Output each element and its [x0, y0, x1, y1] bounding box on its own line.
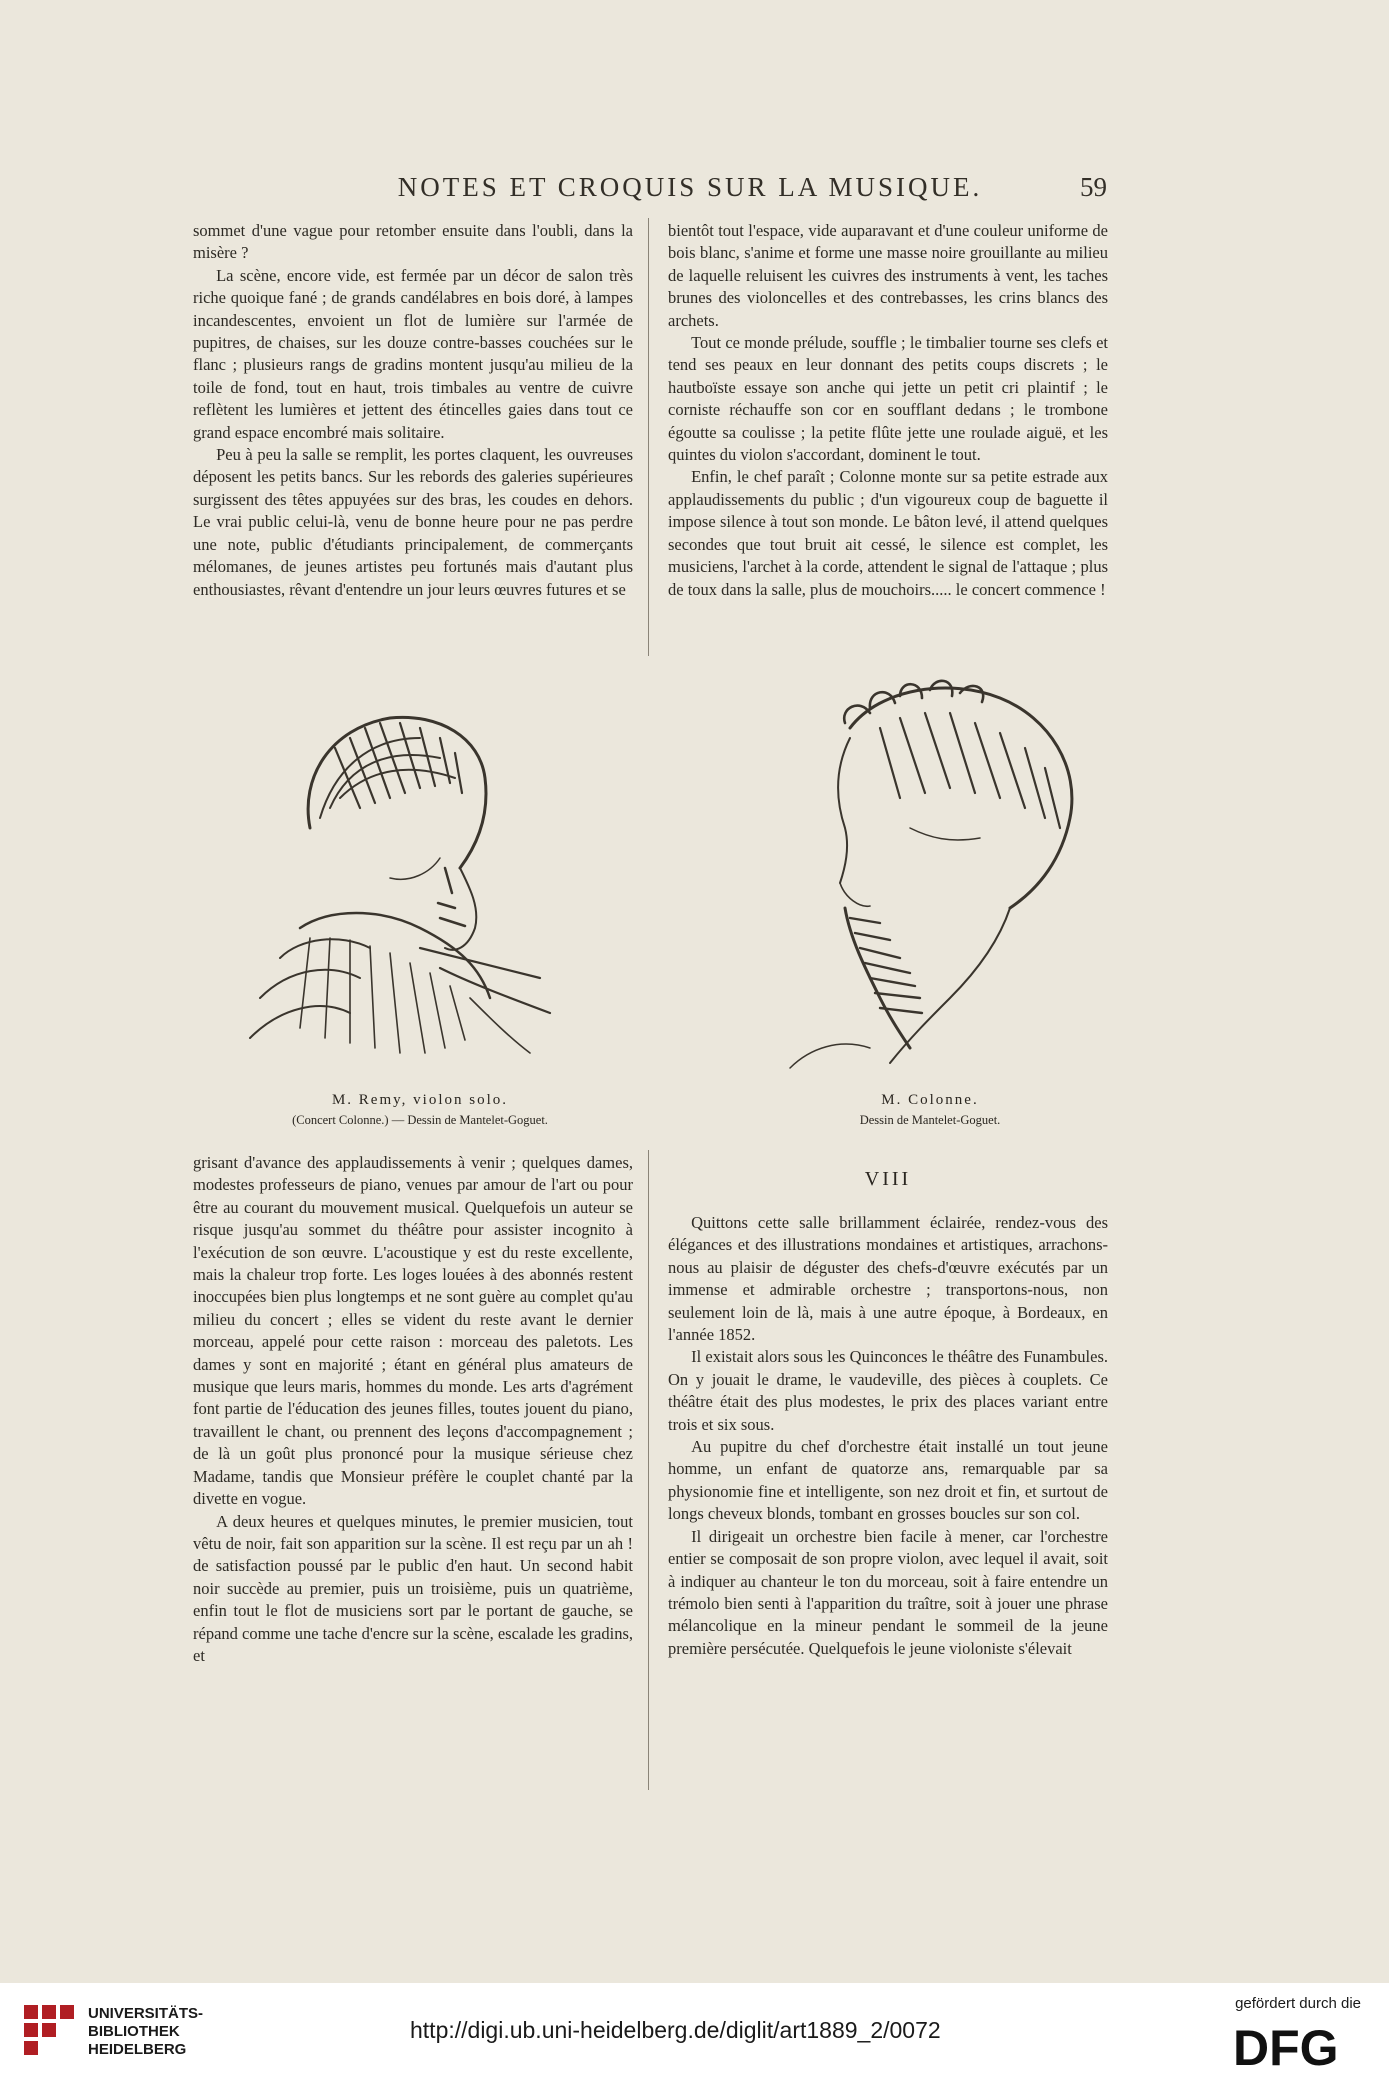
funding-note: gefördert durch die — [1235, 1995, 1361, 2012]
left-column-top — [193, 220, 633, 601]
caption-credit: (Concert Colonne.) — Dessin de Mantelet-Goguet. — [292, 1113, 548, 1127]
paragraph: Il dirigeait un orchestre bien facile à mener, car l'orchestre entier se composait de son propre violon, avec lequel il avait, soit à indiquer au chanteur le ton du morceau, soit à faire entendre un trémolo bien senti à l'apparition du traître, soit à jouer une phrase mélancolique en la mineur pendant le sommeil de la jeune première persécutée. Quelquefois le jeune violoniste s'élevait — [668, 1526, 1108, 1658]
page-number: 59 — [1080, 172, 1107, 202]
paragraph: sommet d'une vague pour retomber ensuite dans l'oubli, dans la misère ? — [193, 221, 633, 263]
section-heading: VIII — [864, 1168, 912, 1190]
right-column-top — [668, 220, 1108, 601]
paragraph: Enfin, le chef paraît ; Colonne monte sur sa petite estrade aux applaudissements du public ; d'un vigoureux coup de baguette il impose silence à tout son monde. Le bâton levé, il attend quelques secondes que tout bruit ait cessé, le silence est complet, les musiciens, l'archet à la corde, attendent le signal de l'attaque ; plus de toux dans la salle, plus de mouchoirs..... le concert commence ! — [668, 467, 1108, 599]
right-column-bottom — [668, 1212, 1108, 1660]
permalink-url[interactable]: http://digi.ub.uni-heidelberg.de/diglit/art1889_2/0072 — [410, 2017, 941, 2043]
paragraph: A deux heures et quelques minutes, le premier musicien, tout vêtu de noir, fait son apparition sur la scène. Il est reçu par un ah ! de satisfaction poussé par le public d'en haut. Un second habit noir succède au premier, puis un troisième, puis un quatrième, enfin tout le flot de musiciens sort par le portant de gauche, se répand comme une tache d'encre sur la scène, escalade les gradins, et — [193, 1511, 634, 1665]
library-name[interactable]: UNIVERSITÄTS- BIBLIOTHEK HEIDELBERG — [88, 2005, 204, 2058]
column-divider — [648, 1150, 649, 1790]
figure-caption-left — [250, 1092, 590, 1128]
paragraph: Quittons cette salle brillamment éclairée, rendez-vous des élégances et des illustrations mondaines et artistiques, arrachons-nous au plaisir de déguster des chefs-d'œuvre exécutés par un immense et admirable orchestre ; transportons-nous, non seulement loin de là, mais à une autre époque, à Bordeaux, en l'année 1852. — [668, 1213, 1108, 1345]
portrait-remy-illustration — [240, 668, 580, 1068]
dfg-logo-text: DFG — [1233, 2020, 1339, 2071]
dfg-logo-icon[interactable] — [1231, 2019, 1361, 2071]
figure-caption-right — [740, 1092, 1120, 1128]
digitization-footer — [0, 1983, 1389, 2083]
paragraph: bientôt tout l'espace, vide auparavant et d'une couleur uniforme de bois blanc, s'anime et forme une masse noire grouillante au milieu de laquelle reluisent les cuivres des instruments à vent, les taches brunes des violoncelles et des contrebasses, les crins blancs des archets. — [668, 221, 1108, 330]
caption-name: M. Colonne. — [881, 1092, 979, 1108]
caption-credit: Dessin de Mantelet-Goguet. — [859, 1113, 1001, 1127]
university-library-seal-icon[interactable] — [18, 1999, 78, 2065]
left-column-bottom — [193, 1152, 633, 1667]
paragraph: Tout ce monde prélude, souffle ; le timbalier tourne ses clefs et tend ses peaux en leur donnant des petits coups discrets ; le hautboïste essaye son anche qui jette un petit cri plaintif ; le corniste réchauffe son cor en soufflant dedans ; le trombone égoutte sa coulisse ; la petite flûte jette une roulade aiguë, et les quintes du violon s'accordant, dominent le tout. — [668, 333, 1108, 465]
paragraph: grisant d'avance des applaudissements à venir ; quelques dames, modestes professeurs de piano, venues par amour de l'art ou pour être au courant du mouvement musical. Quelquefois un auteur se risque jusqu'au sommet du théâtre pour assister incognito à l'exécution de son œuvre. L'acoustique y est du reste excellente, mais la chaleur trop forte. Les loges louées à des abonnés restent inoccupées bien plus longtemps et ne sont guère au complet qu'au milieu du concert ; elles se vident du reste avant le dernier morceau, appelé pour cette raison : morceau des paletots. Les dames y sont en majorité ; étant en général plus amateurs de musique que leurs maris, hommes du monde. Les arts d'agrément font partie de l'éducation des jeunes filles, toutes jouent du piano, travaillent le chant, ou prennent des leçons d'accompagnement ; de là un goût plus prononcé pour la musique sérieuse chez Madame, tandis que Monsieur préfère le couplet chanté par la divette en vogue. — [193, 1153, 633, 1509]
paragraph: Au pupitre du chef d'orchestre était installé un tout jeune homme, un enfant de quatorze ans, remarquable par sa physionomie fine et intelligente, son nez droit et fin, et surtout de longs cheveux blonds, tombant en grosses boucles sur son col. — [668, 1437, 1108, 1524]
paragraph: La scène, encore vide, est fermée par un décor de salon très riche quoique fané ; de grands candélabres en bois doré, à lampes incandescentes, envoient un flot de lumière sur l'armée de pupitres, de chaises, sur les douze contre-basses couchées sur le flanc ; plusieurs rangs de gradins montent jusqu'au milieu de la toile de fond, tout en haut, trois timbales au ventre de cuivre reflètent les lumières et jettent des étincelles gaies dans tout ce grand espace encombré mais solitaire. — [193, 265, 633, 442]
portrait-colonne-illustration — [750, 668, 1110, 1088]
running-header: NOTES ET CROQUIS SUR LA MUSIQUE. — [397, 172, 983, 202]
caption-name: M. Remy, violon solo. — [331, 1092, 509, 1108]
column-divider — [648, 218, 649, 656]
paragraph: Il existait alors sous les Quinconces le théâtre des Funambules. On y jouait le drame, le vaudeville, des pièces à couplets. Ce théâtre était des plus modestes, le prix des places variant entre trois et six sous. — [668, 1347, 1108, 1434]
paragraph: Peu à peu la salle se remplit, les portes claquent, les ouvreuses déposent les petits bancs. Sur les rebords des galeries supérieures surgissent des têtes appuyées sur des bras, les coudes en dehors. Le vrai public celui-là, venu de bonne heure pour ne pas perdre une note, public d'étudiants principalement, de commerçants mélomanes, de jeunes artistes peu fortunés mais d'autant plus enthousiastes, rêvant d'entendre un jour leurs œuvres futures et se — [193, 445, 633, 599]
